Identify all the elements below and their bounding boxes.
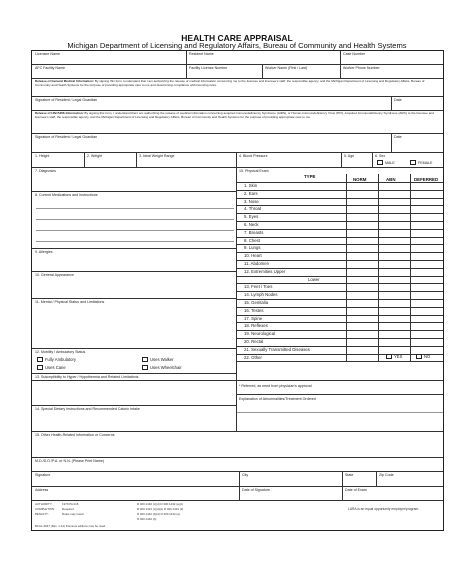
other-health-label: 15. Other Health-Related Information or Concerns [35, 433, 115, 437]
exam-row-line [236, 244, 443, 245]
exam-item-label: Lower [308, 276, 320, 282]
exam-item-label: 17. Spine [244, 315, 263, 321]
susceptibility-label: 13. Susceptibility to Hyper / Hypothermia and Related Limitations [35, 375, 139, 379]
std-yes-checkbox[interactable] [386, 354, 392, 359]
sex-label: 6. Sex [375, 154, 386, 158]
exam-item-label: 14. Lymph Nodes [244, 292, 278, 298]
completion-value: Required [62, 507, 74, 511]
exam-row-line [236, 338, 443, 339]
case-number-label: Case Number [343, 52, 366, 56]
agency-subtitle: Michigan Department of Licensing and Regulatory Affairs, Bureau of Community and Health Systems [67, 41, 407, 50]
city-label: City [242, 473, 249, 477]
diagnoses-label: 7. Diagnoses [35, 169, 56, 173]
exam-item-label: 5. Eyes [244, 214, 259, 220]
date-of-exam-label: Date of Exam [345, 488, 367, 492]
mental-physical-label: 11. Mental / Physical Status and Limitations [35, 300, 105, 304]
uses-wheelchair-checkbox[interactable] [142, 365, 148, 370]
address-label: Address [35, 488, 49, 492]
date-label-1: Date [394, 98, 402, 102]
exam-item-label: 20. Rectal [244, 339, 264, 344]
penalty-label: PENALTY: [35, 512, 49, 516]
norm-column-header: NORM [353, 177, 367, 182]
explanation-label: Explanation of Abnormalities/Treatment Ordered [239, 397, 316, 401]
exam-item-label: 8. Chest [244, 237, 261, 243]
exam-row-line [236, 190, 443, 191]
exam-item-label: 12. Extremities Upper [244, 268, 286, 274]
type-column-header: TYPE [304, 174, 316, 179]
exam-item-label: 16. Testes [244, 307, 264, 313]
exam-row-line [236, 354, 443, 355]
exam-item-label: 6. Neck [244, 222, 259, 227]
exam-row-line [236, 276, 443, 277]
afc-facility-name-label: AFC Facility Name [35, 66, 65, 70]
mobility-label: 12. Mobility / Ambulatory Status [35, 350, 86, 354]
rules-line-3: R 400.1442 (b)(3) R 400.1432 (a) [137, 512, 180, 516]
std-yes-label: YES [394, 354, 403, 359]
female-checkbox[interactable] [410, 160, 416, 165]
deferred-column-header: DEFERRED [414, 177, 439, 182]
signature-resident-label-2: Signature of Resident / Legal Guardian [35, 135, 98, 139]
facility-license-number-label: Facility License Number [189, 66, 228, 70]
uses-cane-label: Uses Cane [45, 365, 66, 370]
date-label-2: Date [394, 135, 402, 139]
exam-row-line [236, 307, 443, 308]
uses-wheelchair-label: Uses Wheelchair [150, 365, 182, 370]
exam-row-line [236, 213, 443, 214]
completion-label: COMPLETION: [35, 507, 55, 511]
exam-item-label: 13. Feet / Toes [244, 284, 273, 290]
exam-item-label: 9. Lungs [244, 245, 261, 251]
male-checkbox[interactable] [377, 160, 383, 165]
fully-ambulatory-label: Fully Ambulatory [45, 357, 76, 362]
state-label: State [345, 473, 354, 477]
authority-label: AUTHORITY: [35, 502, 53, 506]
exam-row-line [236, 198, 443, 199]
exam-item-label: 1. Skin [244, 183, 258, 188]
rules-line-4: R 400.1432 (b) [137, 517, 157, 521]
abn-column-header: ABN [386, 177, 396, 182]
licensee-name-label: Licensee Name [35, 52, 60, 56]
uses-walker-checkbox[interactable] [142, 357, 148, 362]
height-label: 1. Height [35, 154, 50, 158]
exam-item-label: 15. Genitalia [244, 300, 269, 305]
form-title: HEALTH CARE APPRAISAL [181, 33, 293, 43]
worker-phone-label: Worker Phone Number [343, 66, 380, 70]
rules-line-2: R 400.1431 (c)(d)(e) R 400.1431 (2) [137, 507, 184, 511]
exam-row-line [236, 252, 443, 253]
lara-notice: LARA is an equal opportunity employer/program. [348, 507, 420, 511]
exam-item-label: 21. Sexually Transmitted Diseases [244, 346, 310, 352]
exam-row-line [236, 315, 443, 316]
release-hiv-text [35, 112, 440, 119]
form-number: BCAL-3947 (Rev. 1-14) Previous editions may be used. [35, 524, 106, 528]
zip-label: Zip Code [379, 473, 394, 477]
ideal-weight-label: 3. Ideal Weight Range [139, 154, 175, 158]
weight-label: 2. Weight [87, 154, 103, 158]
general-appearance-label: 10. General Appearance [35, 273, 74, 277]
penalty-value: Rules may result [62, 512, 84, 516]
exam-item-label: 3. Nose [244, 198, 259, 204]
release-general-body: By signing this form I understand that I am authorizing the release of medical information concerning me to the licensee and licensee's staff, the responsible agency, and the Michigan Department of Licensing and Regulatory Affairs, Bureau of Community and Health Systems for the purpose of providing appropriate care to me and determining compliance with licensing rules. [35, 79, 425, 87]
physical-exam-label: 15. Physical Exam [239, 169, 269, 173]
current-medications-label: 8. Current Medications and Instructions [35, 193, 98, 197]
exam-item-label: 10. Heart [244, 253, 262, 259]
worker-name-label: Worker Name (First / Last) [265, 66, 308, 70]
authority-value: 1979 PA 218 [62, 502, 79, 506]
exam-item-label: 7. Breasts [244, 229, 264, 235]
signature-resident-label-1: Signature of Resident / Legal Guardian [35, 98, 98, 102]
exam-row-line [236, 205, 443, 206]
release-general-label: Release of General Medical Information: [35, 79, 94, 83]
exam-item-label: 4. Throat [244, 206, 262, 212]
md-do-label: M.D./D.O./P.A. or N.N. (Please Print Name) [35, 459, 105, 463]
signature-label: Signature [35, 473, 51, 477]
exam-row-line [236, 221, 443, 222]
female-label: FEMALE [418, 161, 433, 165]
exam-item-label: 19. Neurological [244, 331, 276, 337]
exam-item-label: 2. Ears [244, 190, 258, 196]
release-hiv-body: By signing this form, I understand that I am authorizing the release of medical information concerning acquired immunodeficiency Syndrome (AIDS), or Human Immunodeficiency Virus (HIV), Acquired Immunodeficiency Syndrome (ARC) to the licensee and licensee's staff, the responsible agency, and the Michigan Department of Licensing and Regulatory Affairs, Bureau of Community and Health Systems for the purpose of providing appropriate care to me. [35, 111, 434, 119]
special-diet-label: 14. Special Dietary Instructions and Recommended Caloric Intake [35, 407, 140, 411]
health-care-appraisal-form [31, 50, 444, 531]
rules-line-1: R 400.1432 (c)(d) R 400.1432 (a)(c) [137, 502, 184, 506]
allergies-label: 9. Allergies [35, 250, 53, 254]
exam-item-label: 18. Reflexes [244, 323, 268, 329]
exam-item-label: 11. Abdomen [244, 261, 270, 266]
exam-row-line [236, 361, 443, 362]
std-no-checkbox[interactable] [416, 354, 422, 359]
male-label: MALE [385, 161, 395, 165]
resident-name-label: Resident Name [189, 52, 214, 56]
referred-note: * Referred, as need from physician's approval [239, 384, 312, 388]
age-label: 5. Age [344, 154, 355, 158]
exam-row-line [236, 229, 443, 230]
std-no-label: NO [424, 354, 431, 359]
date-of-signature-label: Date of Signature [242, 488, 270, 492]
exam-row-line [236, 237, 443, 238]
release-general-text [35, 80, 440, 87]
release-hiv-label: Release of HIV/AIDS Information: [35, 111, 84, 115]
exam-item-label: 22. Other [244, 354, 262, 360]
uses-cane-checkbox[interactable] [37, 365, 43, 370]
uses-walker-label: Uses Walker [150, 357, 174, 362]
blood-pressure-label: 4. Blood Pressure [239, 154, 268, 158]
fully-ambulatory-checkbox[interactable] [37, 357, 43, 362]
